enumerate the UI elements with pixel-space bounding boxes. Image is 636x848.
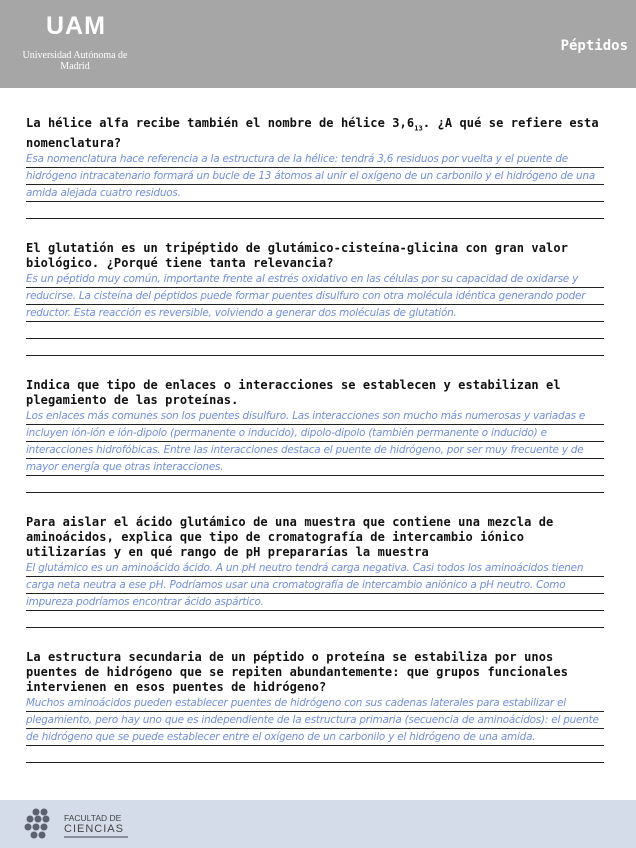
answer-2: Es un péptido muy común, importante frente al estrés oxidativo en las células por su capacidad de oxidarse y reducirse. La cisteína del péptidos puede formar puentes disulfuro con otra molécula idéntica generando poder reductor. Esta reacción es reversible, volviendo a generar dos moléculas de glutatión.: [26, 271, 604, 356]
worksheet-content: [26, 116, 604, 785]
question-2: El glutatión es un tripéptido de glutámico-cisteína-glicina con gran valor biológico. ¿Porqué tiene tanta relevancia?: [26, 241, 569, 271]
question-4: Para aislar el ácido glutámico de una muestra que contiene una mezcla de aminoácidos, explica que tipo de cromatografía de intercambio iónico utilizarías y en qué rango de pH prepararías la muestra: [26, 515, 554, 560]
uam-logo: UAM: [46, 12, 106, 40]
answer-5: Muchos aminoácidos pueden establecer puentes de hidrógeno con sus cadenas laterales para estabilizar el plegamiento, pero hay uno que es independiente de la estructura primaria (secuencia de aminoácidos): el puente de hidrógeno que se puede establecer entre el oxígeno de un carbonilo y el hidrógeno de una amida.: [26, 695, 604, 763]
qa-item: [26, 116, 604, 219]
university-name: Universidad Autónoma de Madrid: [22, 50, 128, 72]
qa-item: [26, 650, 604, 763]
answer-1: Esa nomenclatura hace referencia a la estructura de la hélice: tendrá 3,6 residuos por vuelta y el puente de hidrógeno intracatenario formará un bucle de 13 átomos al unir el oxígeno de un carbonilo y el hidrógeno de una amida alejada cuatro residuos.: [26, 151, 604, 219]
faculty-name: FACULTAD DE CIENCIAS: [64, 813, 124, 835]
answer-4: El glutámico es un aminoácido ácido. A un pH neutro tendrá carga negativa. Casi todos los aminoácidos tienen carga neta neutra a ese pH. Podríamos usar una cromatografía de intercambio aniónico a pH neutro. Como impureza podríamos encontrar ácido aspártico.: [26, 560, 604, 628]
qa-item: [26, 241, 604, 356]
question-1: La hélice alfa recibe también el nombre de hélice $3,6_{13}$. ¿A qué se refiere esta nomenclatura?: [26, 116, 599, 151]
page-header: [0, 0, 636, 88]
footer-subline: [64, 836, 128, 838]
page-footer: [0, 800, 636, 848]
faculty-logo-icon: [22, 808, 58, 840]
question-5: La estructura secundaria de un péptido o proteína se estabiliza por unos puentes de hidrógeno que se repiten abundantemente: que grupos funcionales intervienen en esos puentes de hidrógeno?: [26, 650, 569, 695]
question-3: Indica que tipo de enlaces o interacciones se establecen y estabilizan el plegamiento de las proteínas.: [26, 378, 561, 408]
answer-3: Los enlaces más comunes son los puentes disulfuro. Las interacciones son mucho más numerosas y variadas e incluyen ión-ión e ión-dipolo (permanente o inducido), dipolo-dipolo (también permanente o inducido) e interacciones hidrofóbicas. Entre las interacciones destaca el puente de hidrógeno, por ser muy frecuente y de mayor energía que otras interacciones.: [26, 408, 604, 493]
page-title: Péptidos: [560, 38, 628, 54]
qa-item: [26, 515, 604, 628]
qa-item: [26, 378, 604, 493]
